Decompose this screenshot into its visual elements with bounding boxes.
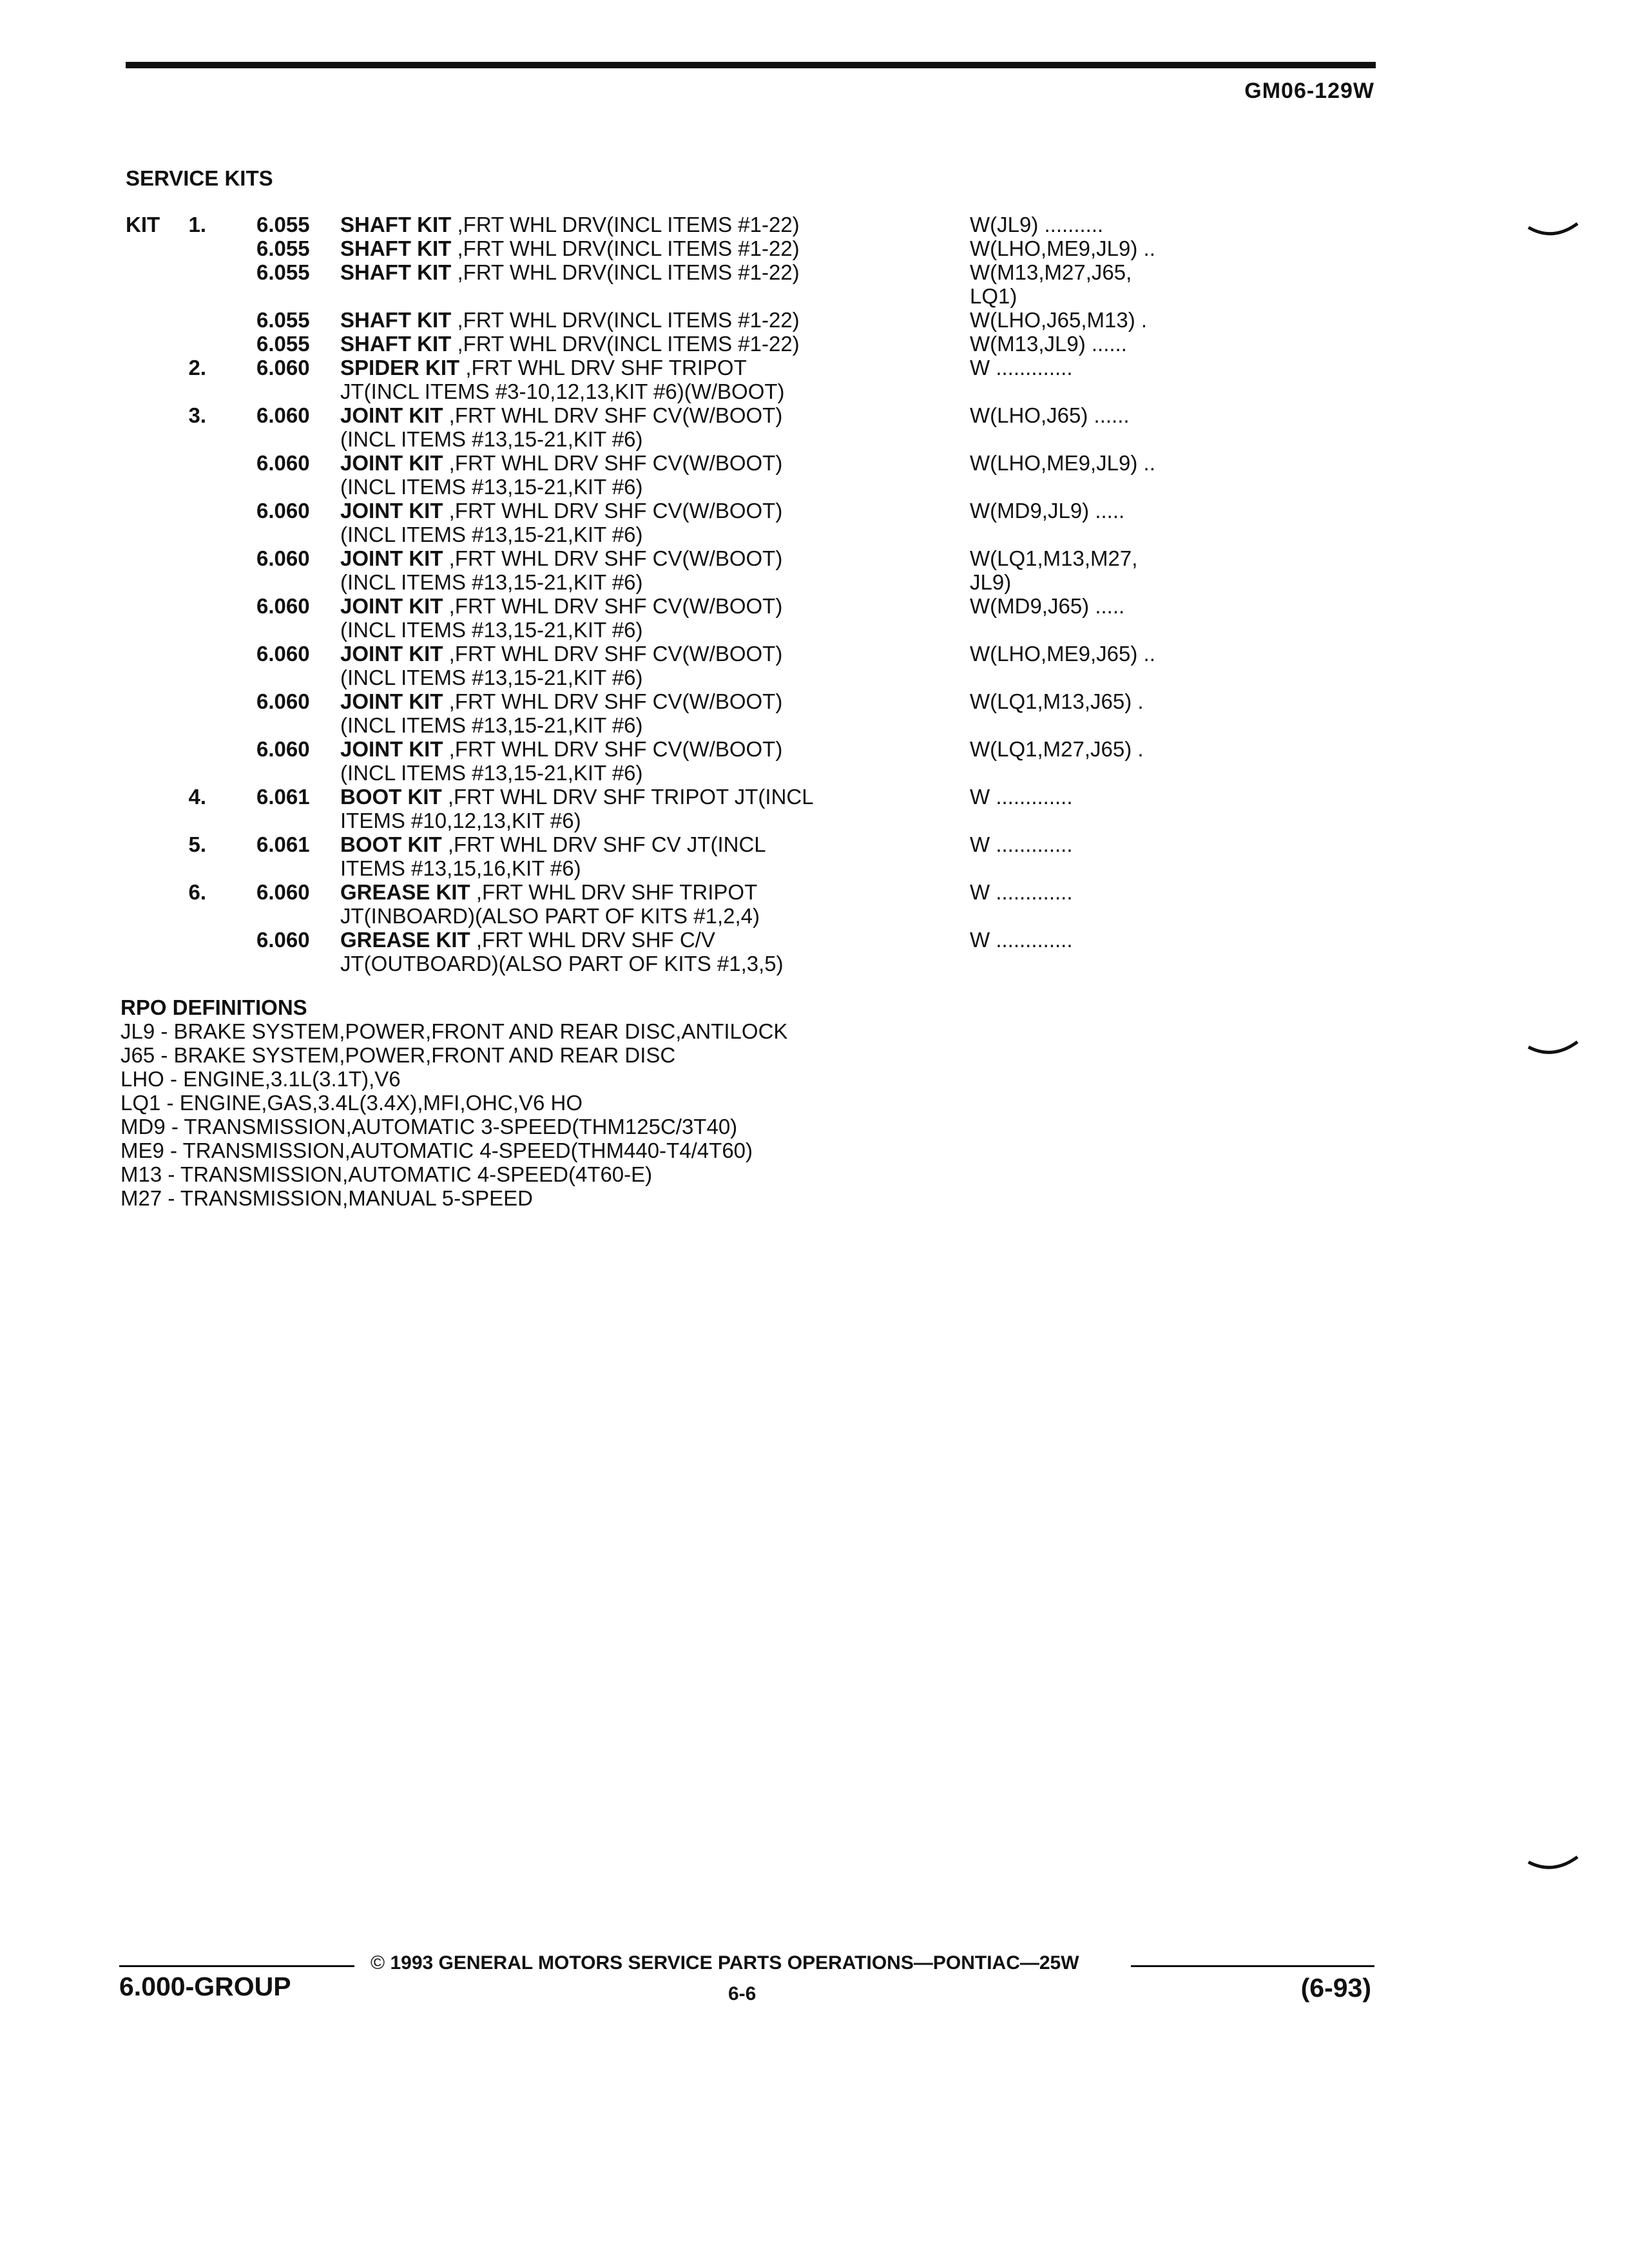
description-line-1: ,FRT WHL DRV SHF CV(W/BOOT)	[443, 737, 783, 761]
description-line-1: ,FRT WHL DRV(INCL ITEMS #1-22)	[451, 260, 800, 284]
group-number: 6.055	[256, 332, 310, 356]
description-line-1: ,FRT WHL DRV SHF C/V	[470, 928, 715, 952]
application-line-1: W .............	[970, 356, 1073, 380]
group-number: 6.060	[256, 642, 310, 666]
description	[340, 332, 800, 356]
description	[340, 928, 784, 975]
kit-name: JOINT KIT	[340, 546, 443, 570]
kit-name: JOINT KIT	[340, 499, 443, 523]
group-number: 6.055	[256, 260, 310, 284]
kit-name: SHAFT KIT	[340, 332, 452, 356]
application-line-1: W(LHO,ME9,JL9) ..	[970, 451, 1155, 475]
description-line-2: (INCL ITEMS #13,15-21,KIT #6)	[340, 523, 643, 546]
description-line-2: JT(INCL ITEMS #3-10,12,13,KIT #6)(W/BOOT)	[340, 380, 785, 403]
description-line-2: (INCL ITEMS #13,15-21,KIT #6)	[340, 713, 643, 737]
rpo-item: M13 - TRANSMISSION,AUTOMATIC 4-SPEED(4T60-E)	[120, 1162, 653, 1186]
description-line-1: ,FRT WHL DRV(INCL ITEMS #1-22)	[451, 213, 800, 236]
item-number: 6.	[188, 880, 206, 904]
description	[340, 236, 800, 260]
application-line-1: W .............	[970, 832, 1073, 856]
application	[970, 594, 1124, 618]
footer-rule-right	[1131, 1965, 1374, 1967]
group-label: 6.000-GROUP	[119, 1972, 291, 2001]
description-line-1: ,FRT WHL DRV SHF TRIPOT	[459, 356, 747, 380]
description	[340, 451, 782, 499]
rpo-item: ME9 - TRANSMISSION,AUTOMATIC 4-SPEED(THM440-T4/4T60)	[120, 1139, 753, 1162]
description	[340, 213, 800, 236]
kit-name: JOINT KIT	[340, 642, 443, 666]
description	[340, 785, 814, 832]
group-number: 6.061	[256, 832, 310, 856]
application-line-1: W(MD9,JL9) .....	[970, 499, 1125, 523]
description-line-1: ,FRT WHL DRV SHF CV(W/BOOT)	[443, 689, 783, 713]
item-number: 2.	[188, 356, 206, 380]
application	[970, 356, 1073, 380]
application	[970, 451, 1155, 475]
application-line-1: W(MD9,J65) .....	[970, 594, 1125, 618]
description-line-1: ,FRT WHL DRV SHF TRIPOT	[470, 880, 758, 904]
description-line-1: ,FRT WHL DRV SHF CV(W/BOOT)	[443, 546, 783, 570]
description	[340, 403, 782, 451]
kit-name: JOINT KIT	[340, 594, 443, 618]
item-number: 4.	[188, 785, 206, 809]
description	[340, 594, 782, 642]
rpo-item: JL9 - BRAKE SYSTEM,POWER,FRONT AND REAR DISC,ANTILOCK	[120, 1019, 788, 1043]
rpo-item: MD9 - TRANSMISSION,AUTOMATIC 3-SPEED(THM125C/3T40)	[120, 1115, 738, 1139]
description-line-2: (INCL ITEMS #13,15-21,KIT #6)	[340, 427, 643, 451]
description-line-1: ,FRT WHL DRV SHF CV(W/BOOT)	[443, 451, 783, 475]
application	[970, 928, 1073, 952]
rpo-item: M27 - TRANSMISSION,MANUAL 5-SPEED	[120, 1186, 533, 1210]
description	[340, 260, 800, 284]
page-date: (6-93)	[1300, 1973, 1371, 2003]
description-line-2: (INCL ITEMS #13,15-21,KIT #6)	[340, 761, 643, 785]
description-line-1: ,FRT WHL DRV(INCL ITEMS #1-22)	[451, 332, 800, 356]
description-line-2: (INCL ITEMS #13,15-21,KIT #6)	[340, 618, 643, 642]
application	[970, 213, 1103, 236]
application-line-1: W(LHO,J65) ......	[970, 403, 1130, 427]
footer-rule-left	[119, 1965, 354, 1967]
group-number: 6.060	[256, 689, 310, 713]
document-code: GM06-129W	[1244, 79, 1374, 103]
rpo-title: RPO DEFINITIONS	[120, 995, 307, 1019]
kit-name: JOINT KIT	[340, 689, 443, 713]
application	[970, 308, 1147, 332]
copyright-symbol: ©	[371, 1952, 385, 1974]
rpo-item: LQ1 - ENGINE,GAS,3.4L(3.4X),MFI,OHC,V6 HO	[120, 1091, 583, 1115]
application-line-1: W(LHO,ME9,J65) ..	[970, 642, 1155, 666]
kit-name: GREASE KIT	[340, 928, 470, 952]
kit-name: GREASE KIT	[340, 880, 470, 904]
rpo-list	[120, 1019, 787, 1210]
application	[970, 689, 1144, 713]
application-line-1: W(LHO,J65,M13) .	[970, 308, 1148, 332]
binding-mark	[1527, 1041, 1579, 1060]
description-line-1: ,FRT WHL DRV SHF CV(W/BOOT)	[443, 499, 783, 523]
group-number: 6.055	[256, 236, 310, 260]
application-line-1: W(LQ1,M13,M27,	[970, 546, 1138, 570]
group-number: 6.060	[256, 737, 310, 761]
application	[970, 642, 1155, 666]
description	[340, 689, 782, 737]
kit-name: BOOT KIT	[340, 832, 442, 856]
description-line-1: ,FRT WHL DRV SHF TRIPOT JT(INCL	[441, 785, 814, 809]
rpo-item: J65 - BRAKE SYSTEM,POWER,FRONT AND REAR DISC	[120, 1043, 676, 1067]
kit-name: SPIDER KIT	[340, 356, 460, 380]
kit-name: BOOT KIT	[340, 785, 442, 809]
application	[970, 546, 1137, 594]
description	[340, 546, 782, 594]
description-line-2: (INCL ITEMS #13,15-21,KIT #6)	[340, 475, 643, 499]
group-number: 6.060	[256, 928, 310, 952]
description-line-2: JT(INBOARD)(ALSO PART OF KITS #1,2,4)	[340, 904, 760, 928]
description	[340, 737, 782, 785]
application	[970, 260, 1132, 308]
group-number: 6.060	[256, 403, 310, 427]
application-line-1: W(JL9) ..........	[970, 213, 1104, 236]
description	[340, 880, 760, 928]
page-number: 6-6	[728, 1983, 757, 2004]
kit-name: SHAFT KIT	[340, 308, 452, 332]
application	[970, 737, 1144, 761]
group-number: 6.060	[256, 451, 310, 475]
description-line-2: ITEMS #13,15,16,KIT #6)	[340, 856, 581, 880]
description-line-1: ,FRT WHL DRV SHF CV(W/BOOT)	[443, 403, 783, 427]
kit-name: SHAFT KIT	[340, 213, 452, 236]
application-line-1: W .............	[970, 928, 1073, 952]
kit-name: JOINT KIT	[340, 403, 443, 427]
kit-label: KIT	[126, 213, 160, 236]
description-line-2: (INCL ITEMS #13,15-21,KIT #6)	[340, 666, 643, 689]
application-line-2: LQ1)	[970, 284, 1017, 308]
rpo-item: LHO - ENGINE,3.1L(3.1T),V6	[120, 1067, 401, 1091]
copyright-text: 1993 GENERAL MOTORS SERVICE PARTS OPERATIONS—PONTIAC—25W	[390, 1952, 1079, 1974]
application-line-1: W(M13,M27,J65,	[970, 260, 1132, 284]
application	[970, 832, 1073, 856]
binding-mark	[1527, 1856, 1579, 1875]
application-line-1: W(LQ1,M27,J65) .	[970, 737, 1144, 761]
application	[970, 785, 1073, 809]
application	[970, 403, 1130, 427]
item-number: 3.	[188, 403, 206, 427]
application	[970, 236, 1155, 260]
top-rule	[126, 62, 1376, 68]
group-number: 6.060	[256, 594, 310, 618]
kit-name: SHAFT KIT	[340, 236, 452, 260]
group-number: 6.061	[256, 785, 310, 809]
binding-mark	[1527, 222, 1579, 242]
application-line-1: W(M13,JL9) ......	[970, 332, 1127, 356]
application-line-1: W(LHO,ME9,JL9) ..	[970, 236, 1155, 260]
application	[970, 880, 1073, 904]
description	[340, 499, 782, 546]
application-line-1: W .............	[970, 880, 1073, 904]
item-number: 5.	[188, 832, 206, 856]
group-number: 6.055	[256, 308, 310, 332]
copyright-line	[371, 1952, 1079, 1974]
description	[340, 356, 785, 403]
kit-name: SHAFT KIT	[340, 260, 452, 284]
group-number: 6.060	[256, 499, 310, 523]
description	[340, 642, 782, 689]
kit-name: JOINT KIT	[340, 737, 443, 761]
application-line-2: JL9)	[970, 570, 1012, 594]
description-line-1: ,FRT WHL DRV SHF CV(W/BOOT)	[443, 594, 783, 618]
description-line-1: ,FRT WHL DRV SHF CV JT(INCL	[441, 832, 766, 856]
group-number: 6.060	[256, 546, 310, 570]
description	[340, 308, 800, 332]
description	[340, 832, 766, 880]
section-title: SERVICE KITS	[126, 166, 273, 190]
group-number: 6.055	[256, 213, 310, 236]
item-number: 1.	[188, 213, 206, 236]
description-line-1: ,FRT WHL DRV(INCL ITEMS #1-22)	[451, 236, 800, 260]
rpo-definitions	[120, 995, 787, 1210]
group-number: 6.060	[256, 880, 310, 904]
description-line-2: ITEMS #10,12,13,KIT #6)	[340, 809, 581, 832]
kit-name: JOINT KIT	[340, 451, 443, 475]
application-line-1: W .............	[970, 785, 1073, 809]
group-number: 6.060	[256, 356, 310, 380]
description-line-1: ,FRT WHL DRV SHF CV(W/BOOT)	[443, 642, 783, 666]
description-line-2: JT(OUTBOARD)(ALSO PART OF KITS #1,3,5)	[340, 952, 784, 975]
description-line-1: ,FRT WHL DRV(INCL ITEMS #1-22)	[451, 308, 800, 332]
application-line-1: W(LQ1,M13,J65) .	[970, 689, 1144, 713]
description-line-2: (INCL ITEMS #13,15-21,KIT #6)	[340, 570, 643, 594]
application	[970, 499, 1124, 523]
application	[970, 332, 1127, 356]
